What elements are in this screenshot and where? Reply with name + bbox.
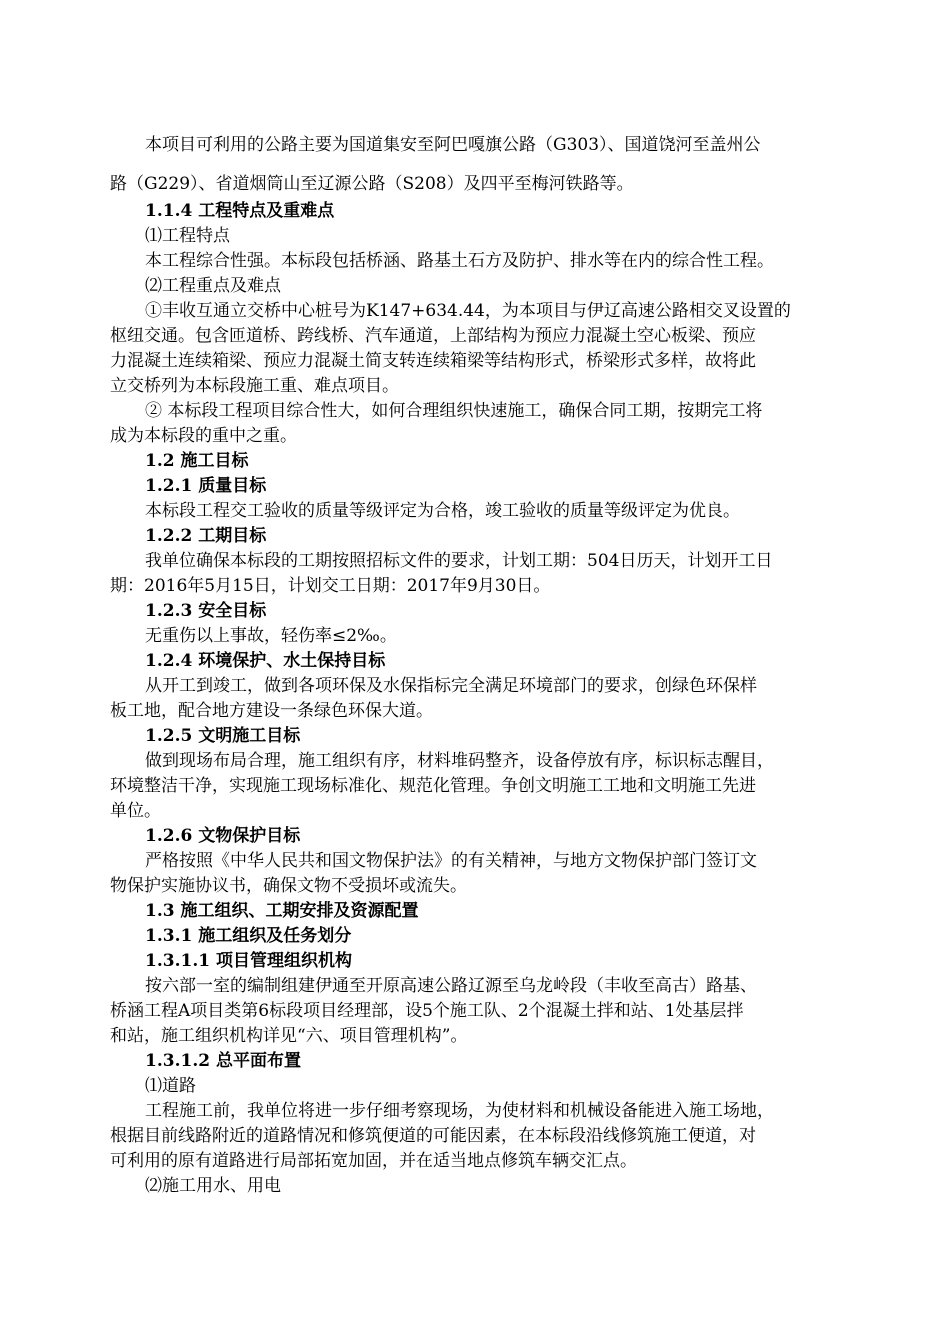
subsection-label: ⑵施工用水、用电	[145, 1176, 281, 1196]
section-heading: 1.3.1.2 总平面布置	[145, 1051, 301, 1071]
section-heading: 1.2.1 质量目标	[145, 476, 267, 496]
paragraph-line: 物保护实施协议书，确保文物不受损坏或流失。	[110, 876, 467, 896]
paragraph-line: 本项目可利用的公路主要为国道集安至阿巴嘎旗公路（G303）、国道饶河至盖州公	[145, 135, 761, 155]
paragraph-line: ② 本标段工程项目综合性大，如何合理组织快速施工，确保合同工期，按期完工将	[145, 401, 763, 421]
paragraph-line: 枢纽交通。包含匝道桥、跨线桥、汽车通道，上部结构为预应力混凝土空心板梁、预应	[110, 326, 756, 346]
section-heading: 1.3.1 施工组织及任务划分	[145, 926, 352, 946]
paragraph-line: 可利用的原有道路进行局部拓宽加固，并在适当地点修筑车辆交汇点。	[110, 1151, 637, 1171]
subsection-label: ⑵工程重点及难点	[145, 276, 281, 296]
paragraph-line: 期：2016年5月15日，计划交工日期：2017年9月30日。	[110, 576, 551, 596]
section-heading: 1.2.3 安全目标	[145, 601, 267, 621]
paragraph-line: 我单位确保本标段的工期按照招标文件的要求，计划工期：504日历天，计划开工日	[145, 551, 773, 571]
paragraph-line: 力混凝土连续箱梁、预应力混凝土简支转连续箱梁等结构形式，桥梁形式多样，故将此	[110, 351, 756, 371]
paragraph-line: 和站，施工组织机构详见“六、项目管理机构”。	[110, 1026, 468, 1046]
section-heading: 1.2.5 文明施工目标	[145, 726, 301, 746]
paragraph-line: ①丰收互通立交桥中心桩号为K147+634.44，为本项目与伊辽高速公路相交叉设置的	[145, 301, 791, 321]
paragraph-line: 路（G229）、省道烟筒山至辽源公路（S208）及四平至梅河铁路等。	[110, 174, 634, 194]
paragraph-line: 按六部一室的编制组建伊通至开原高速公路辽源至乌龙岭段（丰收至高古）路基、	[145, 976, 757, 996]
subsection-label: ⑴道路	[145, 1076, 196, 1096]
paragraph-line: 板工地，配合地方建设一条绿色环保大道。	[110, 701, 433, 721]
paragraph-line: 本标段工程交工验收的质量等级评定为合格，竣工验收的质量等级评定为优良。	[145, 501, 740, 521]
section-heading: 1.3.1.1 项目管理组织机构	[145, 951, 352, 971]
paragraph-line: 本工程综合性强。本标段包括桥涵、路基土石方及防护、排水等在内的综合性工程。	[145, 251, 774, 271]
section-heading: 1.2.6 文物保护目标	[145, 826, 301, 846]
paragraph-line: 从开工到竣工，做到各项环保及水保指标完全满足环境部门的要求，创绿色环保样	[145, 676, 757, 696]
section-heading: 1.2.2 工期目标	[145, 526, 267, 546]
paragraph-line: 无重伤以上事故，轻伤率≤2‰。	[145, 626, 397, 646]
paragraph-line: 单位。	[110, 801, 161, 821]
paragraph-line: 工程施工前，我单位将进一步仔细考察现场，为使材料和机械设备能进入施工场地，	[145, 1101, 774, 1121]
paragraph-line: 桥涵工程A项目类第6标段项目经理部，设5个施工队、2个混凝土拌和站、1处基层拌	[110, 1001, 744, 1021]
paragraph-line: 做到现场布局合理，施工组织有序，材料堆码整齐，设备停放有序，标识标志醒目，	[145, 751, 774, 771]
section-heading: 1.1.4 工程特点及重难点	[145, 201, 335, 221]
section-heading: 1.3 施工组织、工期安排及资源配置	[145, 901, 419, 921]
paragraph-line: 成为本标段的重中之重。	[110, 426, 297, 446]
section-heading: 1.2 施工目标	[145, 451, 249, 471]
paragraph-line: 立交桥列为本标段施工重、难点项目。	[110, 376, 399, 396]
paragraph-line: 根据目前线路附近的道路情况和修筑便道的可能因素，在本标段沿线修筑施工便道，对	[110, 1126, 756, 1146]
subsection-label: ⑴工程特点	[145, 226, 230, 246]
paragraph-line: 严格按照《中华人民共和国文物保护法》的有关精神，与地方文物保护部门签订文	[145, 851, 757, 871]
section-heading: 1.2.4 环境保护、水土保持目标	[145, 651, 386, 671]
paragraph-line: 环境整洁干净，实现施工现场标准化、规范化管理。争创文明施工工地和文明施工先进	[110, 776, 756, 796]
